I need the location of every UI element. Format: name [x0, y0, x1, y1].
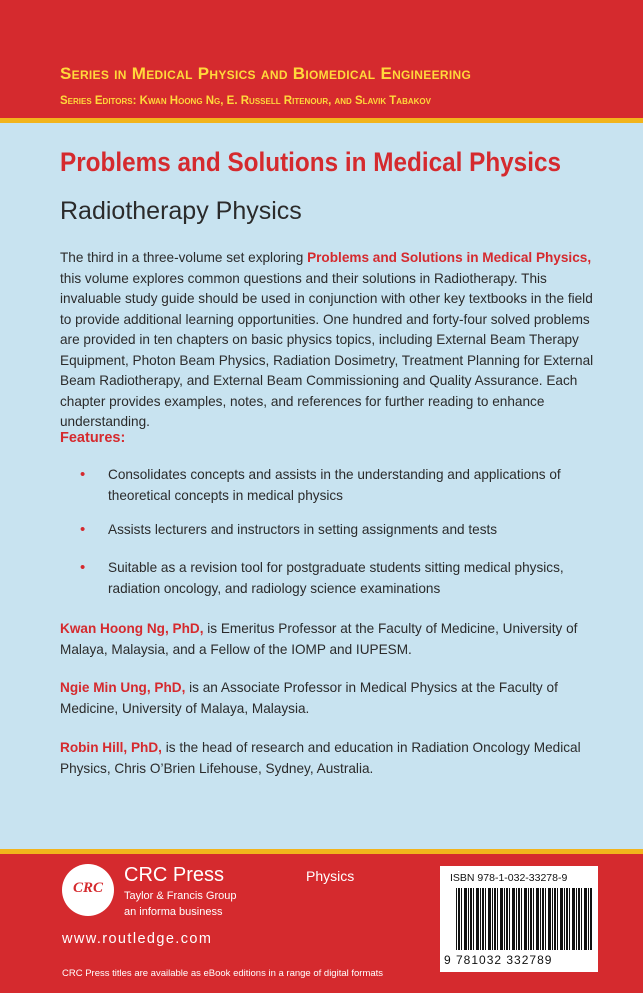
- features-heading: Features:: [60, 430, 126, 446]
- barcode-number: 9 781032 332789: [444, 953, 553, 967]
- isbn-barcode-box: [440, 866, 598, 972]
- subject-label: Physics: [306, 868, 355, 884]
- publisher-group: Taylor & Francis Group: [124, 890, 237, 902]
- crc-logo-text: CRC: [72, 880, 103, 896]
- author-bio: [60, 619, 605, 660]
- author-bio: [60, 738, 605, 779]
- ebook-note: CRC Press titles are available as eBook editions in a range of digital formats: [62, 968, 384, 979]
- feature-item: [80, 465, 600, 506]
- bullet-icon: •: [80, 521, 86, 538]
- author-name: Kwan Hoong Ng, PhD,: [60, 621, 204, 636]
- bullet-icon: •: [80, 559, 86, 576]
- author-description: is Emeritus Professor at the Faculty of Medicine, University of Malaya, Malaysia, and a Fellow of the IOMP and IUPESM.: [60, 621, 578, 657]
- publisher-url[interactable]: www.routledge.com: [62, 931, 213, 947]
- bullet-icon: •: [80, 466, 86, 483]
- book-subtitle: Radiotherapy Physics: [60, 197, 302, 225]
- divider-top: [0, 118, 643, 123]
- feature-text: Consolidates concepts and assists in the understanding and applications of theoretical concepts in medical physics: [108, 467, 561, 503]
- author-description: is an Associate Professor in Medical Physics at the Faculty of Medicine, University of Malaya, Malaysia.: [60, 680, 558, 716]
- feature-item: [80, 558, 600, 599]
- description-body: this volume explores common questions and their solutions in Radiotherapy. This invaluable study guide should be used in conjunction with other key textbooks in the field to provide additional learning opportunities. One hundred and forty-four solved problems are provided in ten chapters on basic physics topics, including External Beam Therapy Equipment, Photon Beam Physics, Radiation Dosimetry, Treatment Planning for External Beam Radiotherapy, and External Beam Commissioning and Quality Assurance. Each chapter provides examples, notes, and references for further reading to enhance understanding.: [60, 270, 594, 429]
- series-title: Series in Medical Physics and Biomedical Engineering: [60, 64, 472, 83]
- publisher-name: CRC Press: [124, 864, 225, 886]
- isbn-label: ISBN 978-1-032-33278-9: [450, 872, 568, 884]
- book-title: Problems and Solutions in Medical Physics: [60, 147, 561, 177]
- description-lead: The third in a three-volume set exploring: [60, 250, 308, 265]
- description-highlight: Problems and Solutions in Medical Physics,: [307, 250, 592, 265]
- crc-press-logo: [62, 864, 114, 916]
- publisher-informa: an informa business: [124, 906, 223, 918]
- author-bio: [60, 678, 605, 719]
- author-name: Robin Hill, PhD,: [60, 740, 162, 755]
- author-name: Ngie Min Ung, PhD,: [60, 680, 186, 695]
- barcode-icon: [456, 888, 592, 950]
- feature-text: Assists lecturers and instructors in setting assignments and tests: [108, 522, 498, 537]
- feature-item: [80, 520, 600, 541]
- description: [60, 248, 600, 433]
- series-editors: Series Editors: Kwan Hoong Ng, E. Russell Ritenour, and Slavik Tabakov: [60, 95, 431, 107]
- author-description: is the head of research and education in Radiation Oncology Medical Physics, Chris O’Brien Lifehouse, Sydney, Australia.: [60, 740, 581, 776]
- feature-text: Suitable as a revision tool for postgraduate students sitting medical physics, radiation oncology, and radiology science examinations: [108, 560, 564, 596]
